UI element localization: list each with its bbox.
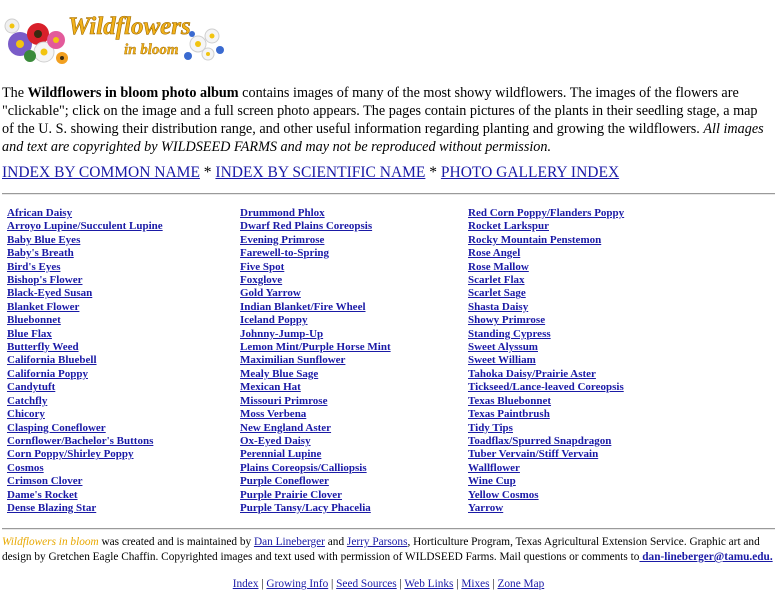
flower-link[interactable]: Chicory xyxy=(7,408,45,421)
flower-link[interactable]: New England Aster xyxy=(240,421,332,434)
footer-nav-link[interactable]: Seed Sources xyxy=(336,578,397,590)
flower-link[interactable]: African Daisy xyxy=(7,207,73,219)
flower-link[interactable]: Tahoka Daisy/Prairie Aster xyxy=(468,367,596,380)
flower-column-1 xyxy=(7,207,163,515)
flower-cluster-left-icon xyxy=(5,19,68,64)
flower-column-2 xyxy=(240,207,391,515)
flower-link[interactable]: Rocky Mountain Penstemon xyxy=(468,233,602,246)
credits-paragraph xyxy=(2,535,774,565)
logo-title-text: Wildflowers xyxy=(68,13,191,40)
flower-link[interactable]: Tidy Tips xyxy=(468,421,513,434)
flower-link[interactable]: California Poppy xyxy=(7,367,88,380)
flower-link[interactable]: California Bluebell xyxy=(7,354,97,367)
flower-link[interactable]: Dame's Rocket xyxy=(7,488,78,501)
footer-separator: | xyxy=(328,578,337,590)
flower-link[interactable]: Toadflax/Spurred Snapdragon xyxy=(468,434,612,447)
flower-link[interactable]: Farewell-to-Spring xyxy=(240,247,330,260)
flower-link[interactable]: Indian Blanket/Fire Wheel xyxy=(240,300,366,313)
footer-navigation xyxy=(0,578,777,590)
flower-link[interactable]: Blue Flax xyxy=(7,327,52,340)
footer-nav-link[interactable]: Zone Map xyxy=(497,578,545,590)
jerry-parsons-link[interactable]: Jerry Parsons xyxy=(346,536,408,548)
email-link[interactable]: dan-lineberger@tamu.edu. xyxy=(639,551,773,563)
flower-link[interactable]: Texas Paintbrush xyxy=(468,408,550,421)
flower-link[interactable]: Ox-Eyed Daisy xyxy=(240,434,311,447)
flower-link[interactable]: Drummond Phlox xyxy=(240,207,325,219)
flower-link[interactable]: Rocket Larkspur xyxy=(468,220,549,233)
flower-link[interactable]: Red Corn Poppy/Flanders Poppy xyxy=(468,207,625,219)
intro-paragraph xyxy=(2,84,772,156)
footer-separator: | xyxy=(489,578,498,590)
site-logo xyxy=(2,4,226,68)
flower-link[interactable]: Sweet William xyxy=(468,354,536,367)
index-separator: * xyxy=(425,164,441,181)
index-navigation xyxy=(2,164,772,182)
divider-bottom xyxy=(2,528,775,530)
flower-link[interactable]: Baby Blue Eyes xyxy=(7,233,81,246)
flower-link[interactable]: Foxglove xyxy=(240,274,283,287)
flower-link[interactable]: Cosmos xyxy=(7,461,44,474)
flower-link[interactable]: Butterfly Weed xyxy=(7,341,79,354)
flower-link[interactable]: Missouri Primrose xyxy=(240,394,328,407)
footer-nav-link[interactable]: Web Links xyxy=(404,578,454,590)
index-by-common-name-link[interactable]: INDEX BY COMMON NAME xyxy=(2,164,200,181)
footer-separator: | xyxy=(258,578,267,590)
flower-link[interactable]: Dwarf Red Plains Coreopsis xyxy=(240,220,373,233)
flower-link[interactable]: Five Spot xyxy=(240,260,285,273)
flower-link[interactable]: Lemon Mint/Purple Horse Mint xyxy=(240,341,391,354)
intro-copyright: All images and text are copyrighted by WILDSEED FARMS and may not be reproduced without permission. xyxy=(2,121,764,155)
flower-link[interactable]: Candytuft xyxy=(7,381,56,394)
intro-lead: The xyxy=(2,85,28,101)
flower-link[interactable]: Moss Verbena xyxy=(240,408,307,421)
flower-link[interactable]: Scarlet Flax xyxy=(468,274,525,287)
flower-link[interactable]: Rose Mallow xyxy=(468,260,529,273)
flower-link[interactable]: Yellow Cosmos xyxy=(468,488,539,501)
index-separator: * xyxy=(199,164,216,181)
flower-link[interactable]: Baby's Breath xyxy=(7,247,74,260)
credits-text-3: , Horticulture Program, Texas Agricultural Extension Service. Graphic art and design by Gretchen Eagle Chaffin. Copyrighted images and text used with permission of WILDSEED Farms. Mail questions or comments to xyxy=(2,536,760,563)
flower-link[interactable]: Iceland Poppy xyxy=(240,314,308,327)
wildflowers-logo-graphic xyxy=(2,4,226,68)
logo-subtitle-text: in bloom xyxy=(124,42,179,58)
flower-link[interactable]: Bird's Eyes xyxy=(7,260,61,273)
flower-link[interactable]: Plains Coreopsis/Calliopsis xyxy=(240,461,367,474)
flower-link[interactable]: Texas Bluebonnet xyxy=(468,394,552,407)
index-by-scientific-name-link[interactable]: INDEX BY SCIENTIFIC NAME xyxy=(215,164,426,181)
flower-link[interactable]: Shasta Daisy xyxy=(468,300,529,313)
flower-index-list xyxy=(0,207,777,517)
footer-separator: | xyxy=(453,578,462,590)
flower-link[interactable]: Evening Primrose xyxy=(240,233,325,246)
flower-link[interactable]: Dense Blazing Star xyxy=(7,501,97,514)
flower-link[interactable]: Perennial Lupine xyxy=(240,448,322,461)
flower-link[interactable]: Showy Primrose xyxy=(468,314,546,327)
intro-brand: Wildflowers in bloom photo album xyxy=(27,85,239,101)
flower-link[interactable]: Clasping Coneflower xyxy=(7,421,106,434)
flower-link[interactable]: Gold Yarrow xyxy=(240,287,301,300)
flower-link[interactable]: Black-Eyed Susan xyxy=(7,287,93,300)
flower-link[interactable]: Wallflower xyxy=(468,461,520,474)
credits-text-2: and xyxy=(324,536,347,548)
flower-link[interactable]: Corn Poppy/Shirley Poppy xyxy=(7,448,134,461)
footer-nav-link[interactable]: Index xyxy=(232,578,259,590)
intro-body: contains images of many of the most showy wildflowers. The images of the flowers are "clickable"; click on the image and a full screen photo appears. The pages contain pictures of the plants in their seedling stage, a map of the U. S. showing their distribution range, and other useful information regarding planting and growing the wildflowers. xyxy=(2,85,758,137)
flower-link[interactable]: Arroyo Lupine/Succulent Lupine xyxy=(7,220,163,233)
credits-brand: Wildflowers in bloom xyxy=(2,536,99,548)
flower-link[interactable]: Maximilian Sunflower xyxy=(240,354,346,367)
flower-link[interactable]: Standing Cypress xyxy=(468,327,551,340)
flower-link[interactable]: Crimson Clover xyxy=(7,475,83,488)
flower-link[interactable]: Purple Tansy/Lacy Phacelia xyxy=(240,501,371,514)
flower-link[interactable]: Mexican Hat xyxy=(240,381,301,394)
flower-link[interactable]: Tickseed/Lance-leaved Coreopsis xyxy=(468,381,624,394)
flower-column-3 xyxy=(468,207,624,515)
credits-text-1: was created and is maintained by xyxy=(98,536,254,548)
flower-link[interactable]: Catchfly xyxy=(7,394,48,407)
footer-separator: | xyxy=(396,578,405,590)
flower-link[interactable]: Blanket Flower xyxy=(7,300,80,313)
footer-nav-link[interactable]: Mixes xyxy=(461,578,490,590)
flower-link[interactable]: Rose Angel xyxy=(468,247,521,260)
flower-link[interactable]: Scarlet Sage xyxy=(468,287,526,300)
divider-top xyxy=(2,193,775,195)
flower-link[interactable]: Purple Prairie Clover xyxy=(240,488,343,501)
flower-link[interactable]: Wine Cup xyxy=(468,475,516,488)
photo-gallery-index-link[interactable]: PHOTO GALLERY INDEX xyxy=(440,164,620,181)
flower-link[interactable]: Tuber Vervain/Stiff Vervain xyxy=(468,448,599,461)
flower-link[interactable]: Cornflower/Bachelor's Buttons xyxy=(7,434,154,447)
flower-link[interactable]: Mealy Blue Sage xyxy=(240,367,319,380)
flower-link[interactable]: Johnny-Jump-Up xyxy=(240,327,324,340)
flower-link[interactable]: Purple Coneflower xyxy=(240,475,329,488)
flower-link[interactable]: Bluebonnet xyxy=(7,314,61,327)
dan-lineberger-link[interactable]: Dan Lineberger xyxy=(253,536,325,548)
flower-link[interactable]: Sweet Alyssum xyxy=(468,341,538,354)
footer-nav-link[interactable]: Growing Info xyxy=(266,578,329,590)
flower-link[interactable]: Yarrow xyxy=(468,501,504,514)
flower-link[interactable]: Bishop's Flower xyxy=(7,274,83,287)
